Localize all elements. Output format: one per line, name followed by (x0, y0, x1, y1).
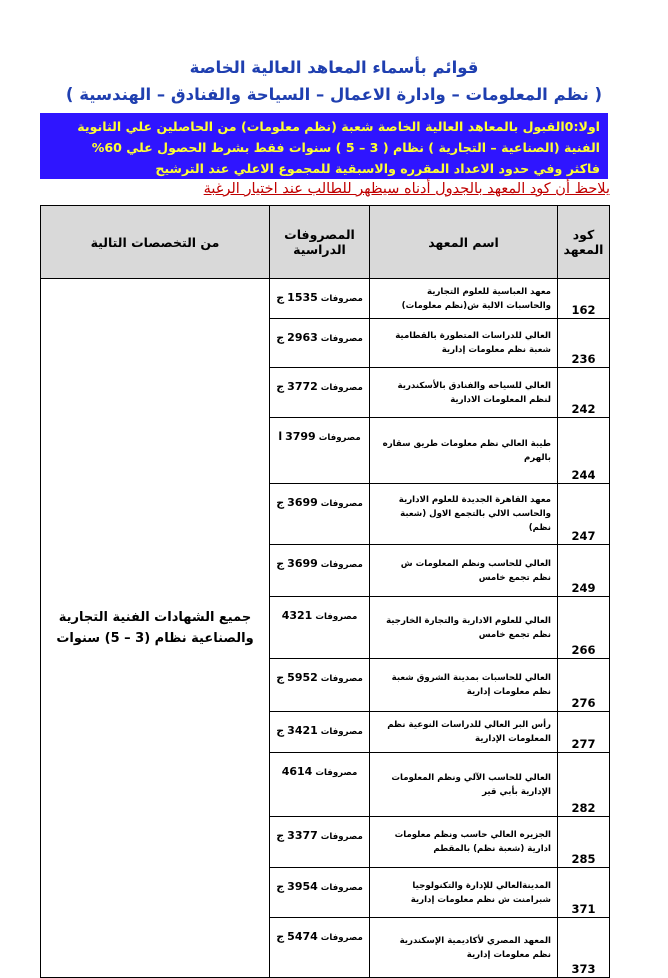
institute-fee (270, 918, 370, 978)
condition-line: الفنية (الصناعية – التجارية ) نظام ( 3 – 5 ) سنوات فقط بشرط الحصول علي 60% (91, 140, 600, 155)
institute-code: 276 (558, 659, 610, 712)
institute-code: 244 (558, 418, 610, 484)
institute-fee (270, 868, 370, 918)
fee-amount: 1535 (287, 291, 318, 304)
institute-name: العالي للحاسبات بمدينة الشروق شعبة نظم معلومات إدارية (370, 659, 558, 712)
admission-conditions-box (40, 113, 608, 179)
institute-name: العالي للسياحه والفنادق بالأسكندرية لنظم المعلومات الادارية (370, 368, 558, 418)
fee-unit: ج (276, 496, 285, 509)
institute-fee (270, 753, 370, 817)
fee-label: مصروفات (320, 560, 363, 570)
fee-label: مصروفات (320, 499, 363, 509)
header-name: اسم المعهد (370, 206, 558, 279)
condition-line: اولا:0القبول بالمعاهد العالية الخاصة شعبة (نظم معلومات) من الحاصلين علي الثانوية (77, 119, 600, 134)
institute-name: طيبة العالي نظم معلومات طريق سقاره بالهرم (370, 418, 558, 484)
institute-name: العالي للدراسات المتطورة بالقطامية شعبة نظم معلومات إدارية (370, 319, 558, 368)
institute-name: معهد القاهرة الجديدة للعلوم الادارية والحاسب الالي بالتجمع الاول (شعبة نظم) (370, 484, 558, 545)
institute-fee (270, 279, 370, 319)
fee-unit: ج (276, 930, 285, 943)
fee-amount: 3421 (287, 724, 318, 737)
fee-label: مصروفات (315, 768, 358, 778)
table-row (41, 279, 610, 319)
fee-label: مصروفات (320, 727, 363, 737)
fee-label: مصروفات (320, 383, 363, 393)
fee-amount: 4321 (281, 609, 313, 622)
institute-code: 266 (558, 597, 610, 659)
institute-code: 236 (558, 319, 610, 368)
institute-name: الجزيره العالي حاسب ونظم معلومات ادارية (شعبة نظم) بالمقطم (370, 817, 558, 868)
fee-unit: ا (278, 430, 283, 443)
institutes-table (40, 205, 610, 978)
fee-label: مصروفات (320, 832, 363, 842)
institute-code: 285 (558, 817, 610, 868)
page-title: قوائم بأسماء المعاهد العالية الخاصة (189, 58, 479, 77)
institute-code: 277 (558, 712, 610, 753)
header-specializations: من التخصصات التالية (41, 206, 270, 279)
fee-unit: ج (276, 671, 285, 684)
institute-code: 242 (558, 368, 610, 418)
fee-unit: ج (276, 380, 285, 393)
institute-name: العالي للعلوم الادارية والتجارة الخارجية نظم تجمع خامس (370, 597, 558, 659)
fee-unit: ج (276, 331, 285, 344)
fee-label: مصروفات (320, 883, 363, 893)
fee-amount: 5952 (287, 671, 318, 684)
institute-fee (270, 545, 370, 597)
fee-amount: 2963 (287, 331, 318, 344)
fee-label: مصروفات (315, 612, 358, 622)
fee-unit: ج (276, 880, 285, 893)
code-note: يلاحظ أن كود المعهد بالجدول أدناه سيظهر للطالب عند اختيار الرغبة (203, 181, 610, 197)
institute-fee (270, 597, 370, 659)
institute-name: المعهد المصري لأكاديمية الإسكندرية نظم معلومات إدارية (370, 918, 558, 978)
fee-amount: 3377 (287, 829, 318, 842)
institute-name: المدينةالعالي للإدارة والتكنولوجيا شبرامنت ش نظم معلومات إدارية (370, 868, 558, 918)
institute-fee (270, 659, 370, 712)
institute-name: رأس البر العالي للدراسات النوعية نظم المعلومات الإدارية (370, 712, 558, 753)
fee-amount: 4614 (281, 765, 313, 778)
institute-name: العالي للحاسب الآلي ونظم المعلومات الإدارية بأبي قير (370, 753, 558, 817)
fee-unit: ج (276, 829, 285, 842)
institute-code: 249 (558, 545, 610, 597)
institute-fee (270, 712, 370, 753)
table-header-row (41, 206, 610, 279)
fee-unit: ج (276, 724, 285, 737)
fee-unit: ج (276, 557, 285, 570)
specializations-cell: جميع الشهادات الفنية التجارية والصناعية نظام (3 – 5) سنوات (41, 279, 270, 978)
header-code: كود المعهد (558, 206, 610, 279)
fee-label: مصروفات (318, 433, 361, 443)
institute-fee (270, 817, 370, 868)
fee-label: مصروفات (320, 674, 363, 684)
fee-amount: 3799 (285, 430, 316, 443)
institute-code: 373 (558, 918, 610, 978)
fee-amount: 3954 (287, 880, 318, 893)
institute-code: 282 (558, 753, 610, 817)
header-fees: المصروفات الدراسية (270, 206, 370, 279)
fee-amount: 5474 (287, 930, 318, 943)
table-body (41, 279, 610, 978)
institute-name: العالي للحاسب ونظم المعلومات ش نظم تجمع خامس (370, 545, 558, 597)
fee-amount: 3772 (287, 380, 318, 393)
fee-unit: ج (276, 291, 285, 304)
institute-fee (270, 484, 370, 545)
institute-fee (270, 319, 370, 368)
institute-code: 247 (558, 484, 610, 545)
page-subtitle: ( نظم المعلومات – وادارة الاعمال – السياحة والفنادق – الهندسية ) (65, 85, 603, 104)
fee-label: مصروفات (320, 334, 363, 344)
institute-fee (270, 418, 370, 484)
fee-amount: 3699 (287, 557, 318, 570)
fee-amount: 3699 (287, 496, 318, 509)
institute-fee (270, 368, 370, 418)
institute-code: 162 (558, 279, 610, 319)
institute-name: معهد العباسية للعلوم التجارية والحاسبات الالية ش(نظم معلومات) (370, 279, 558, 319)
fee-label: مصروفات (320, 933, 363, 943)
institute-code: 371 (558, 868, 610, 918)
condition-line: فاكثر وفي حدود الاعداد المقرره والاسبقية للمجموع الاعلي عند الترشيح (155, 161, 600, 176)
fee-label: مصروفات (320, 294, 363, 304)
